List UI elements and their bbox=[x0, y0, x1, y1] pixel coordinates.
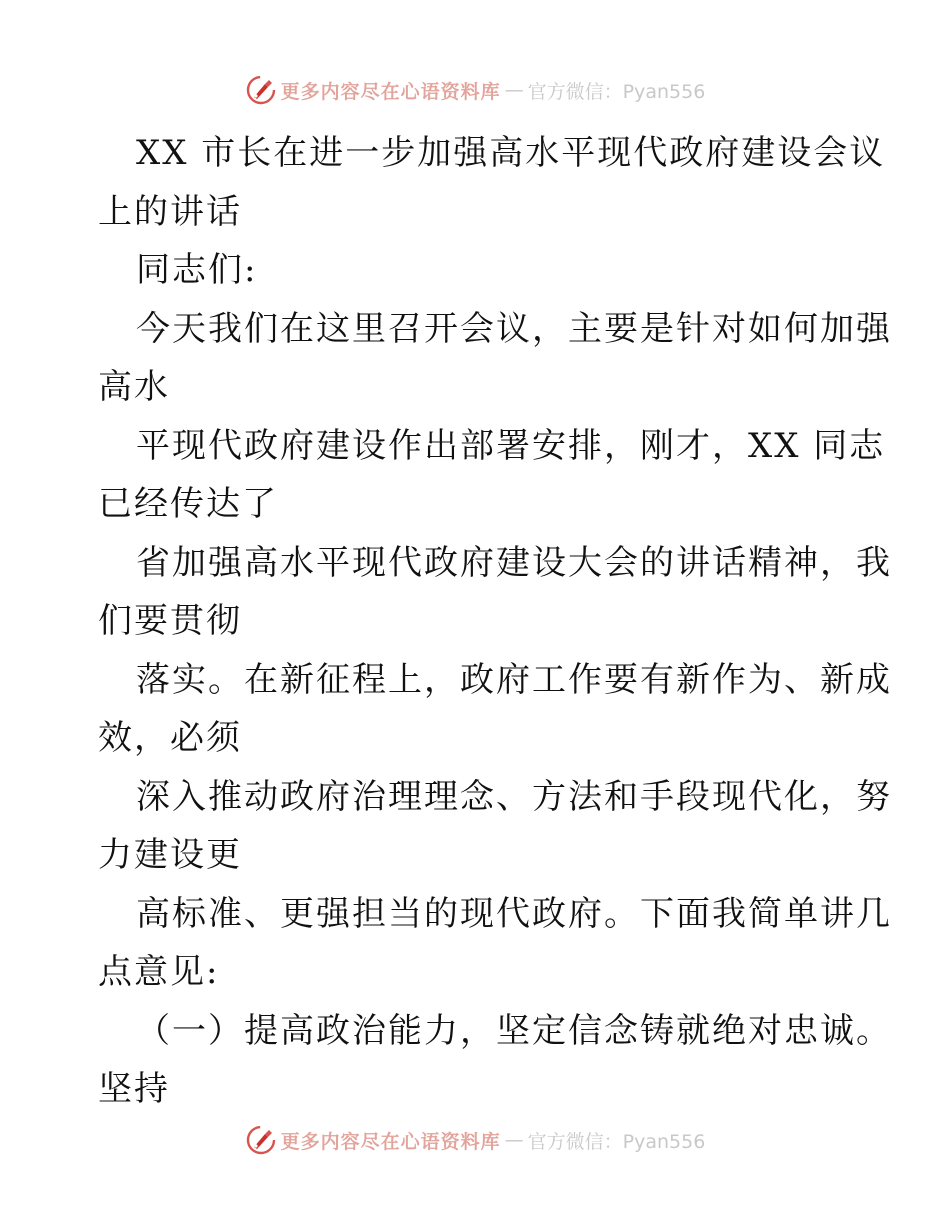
watermark-wechat-text: 官方微信：Pyan556 bbox=[527, 80, 706, 103]
body-line: 落实。在新征程上，政府工作要有新作为、新成 bbox=[136, 659, 892, 700]
body-line: 省加强高水平现代政府建设大会的讲话精神，我 bbox=[136, 542, 892, 583]
body-line: 今天我们在这里召开会议，主要是针对如何加强 bbox=[136, 308, 892, 349]
header-watermark-banner bbox=[0, 70, 950, 110]
body-line: 深入推动政府治理理念、方法和手段现代化，努 bbox=[136, 776, 892, 817]
salutation-line: 同志们: bbox=[136, 250, 258, 290]
body-line: 已经传达了 bbox=[98, 484, 278, 524]
body-line: 高水 bbox=[98, 367, 170, 407]
watermark-separator: — bbox=[504, 1129, 524, 1151]
watermark-wechat-text: 官方微信：Pyan556 bbox=[527, 1130, 706, 1153]
title-line-1: XX 市长在进一步加强高水平现代政府建设会议 bbox=[136, 133, 886, 173]
pen-nib-logo-icon bbox=[245, 1124, 277, 1156]
watermark-separator: — bbox=[504, 79, 524, 101]
pen-nib-logo-icon bbox=[245, 74, 277, 106]
body-line: 们要贯彻 bbox=[98, 601, 242, 641]
body-line: 平现代政府建设作出部署安排，刚才，XX 同志 bbox=[136, 425, 886, 466]
body-line: 效，必须 bbox=[98, 718, 242, 758]
watermark-brand-text: 更多内容尽在心语资料库 bbox=[280, 80, 501, 103]
body-line: 高标准、更强担当的现代政府。下面我简单讲几 bbox=[136, 893, 892, 934]
body-line: 点意见: bbox=[98, 952, 220, 992]
title-line-2: 上的讲话 bbox=[98, 191, 242, 232]
body-line: 坚持 bbox=[98, 1069, 170, 1109]
document-body bbox=[98, 124, 892, 1119]
watermark-brand-text: 更多内容尽在心语资料库 bbox=[280, 1130, 501, 1153]
footer-watermark-banner bbox=[0, 1120, 950, 1160]
body-line: 力建设更 bbox=[98, 835, 242, 875]
section-heading-line: （一）提高政治能力，坚定信念铸就绝对忠诚。 bbox=[136, 1010, 892, 1051]
